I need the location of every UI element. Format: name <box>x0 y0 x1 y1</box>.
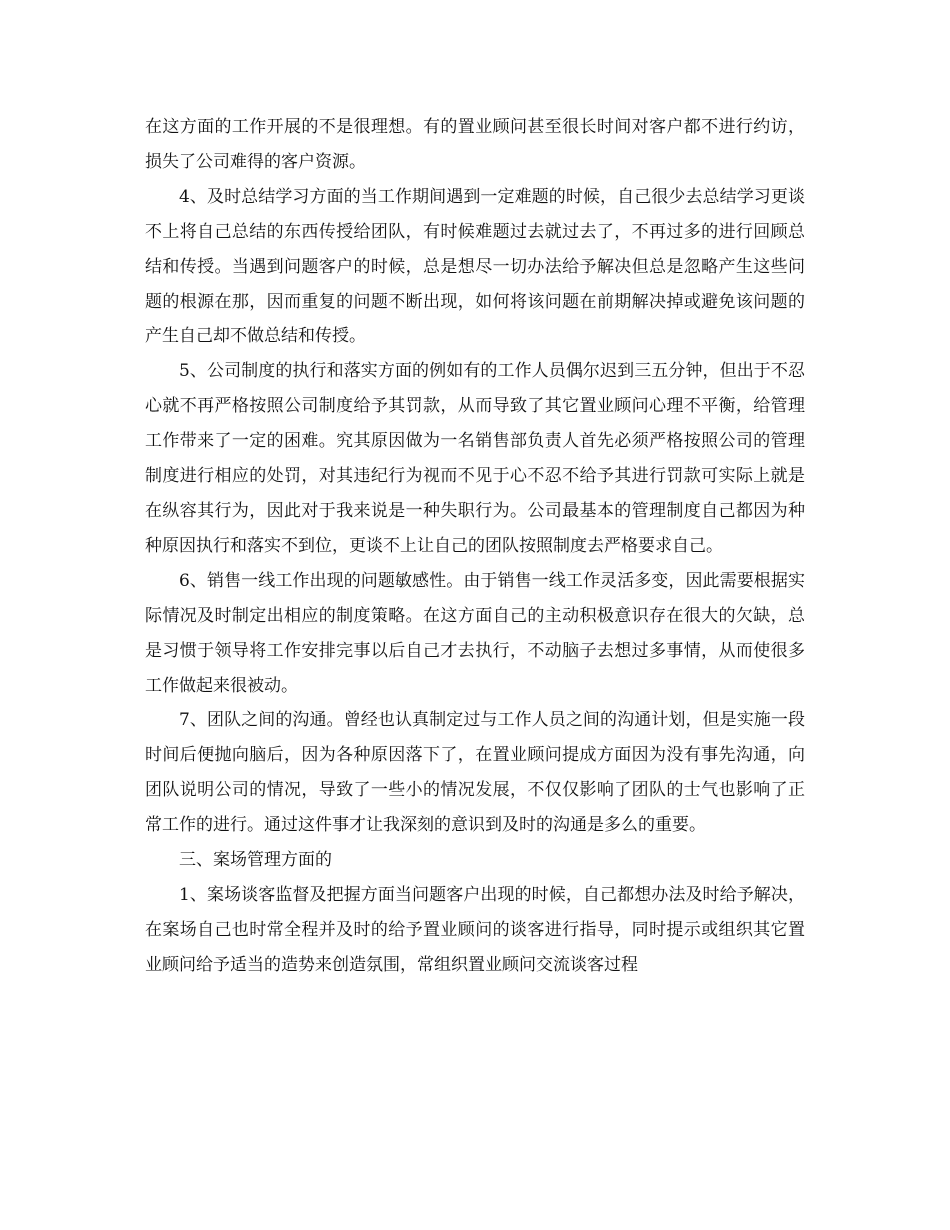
paragraph-item-5: 5、公司制度的执行和落实方面的例如有的工作人员偶尔迟到三五分钟，但出于不忍心就不再严格按照公司制度给予其罚款，从而导致了其它置业顾问心理不平衡，给管理工作带来了一定的困难。究其原因做为一名销售部负责人首先必须严格按照公司的管理制度进行相应的处罚，对其违纪行为视而不见于心不忍不给予其进行罚款可实际上就是在纵容其行为，因此对于我来说是一种失职行为。公司最基本的管理制度自己都因为种种原因执行和落实不到位，更谈不上让自己的团队按照制度去严格要求自己。 <box>145 361 805 556</box>
paragraph-continuation: 在这方面的工作开展的不是很理想。有的置业顾问甚至很长时间对客户都不进行约访，损失了公司难得的客户资源。 <box>145 117 805 172</box>
paragraph-item-4: 4、及时总结学习方面的当工作期间遇到一定难题的时候，自己很少去总结学习更谈不上将自己总结的东西传授给团队，有时候难题过去就过去了，不再过多的进行回顾总结和传授。当遇到问题客户的时候，总是想尽一切办法给予解决但总是忽略产生这些问题的根源在那，因而重复的问题不断出现，如何将该问题在前期解决掉或避免该问题的产生自己却不做总结和传授。 <box>145 186 805 347</box>
document-page <box>145 110 805 983</box>
section-heading-3: 三、案场管理方面的 <box>179 850 332 871</box>
paragraph-section-3-item-1: 1、案场谈客监督及把握方面当问题客户出现的时候，自己都想办法及时给予解决，在案场自己也时常全程并及时的给予置业顾问的谈客进行指导，同时提示或组织其它置业顾问给予适当的造势来创造氛围，常组织置业顾问交流谈客过程 <box>145 884 805 975</box>
paragraph-item-7: 7、团队之间的沟通。曾经也认真制定过与工作人员之间的沟通计划，但是实施一段时间后便抛向脑后，因为各种原因落下了，在置业顾问提成方面因为没有事先沟通，向团队说明公司的情况，导致了一些小的情况发展，不仅仅影响了团队的士气也影响了正常工作的进行。通过这件事才让我深刻的意识到及时的沟通是多么的重要。 <box>145 710 805 836</box>
paragraph-item-6: 6、销售一线工作出现的问题敏感性。由于销售一线工作灵活多变，因此需要根据实际情况及时制定出相应的制度策略。在这方面自己的主动积极意识存在很大的欠缺，总是习惯于领导将工作安排完事以后自己才去执行，不动脑子去想过多事情，从而使很多工作做起来很被动。 <box>145 570 805 696</box>
